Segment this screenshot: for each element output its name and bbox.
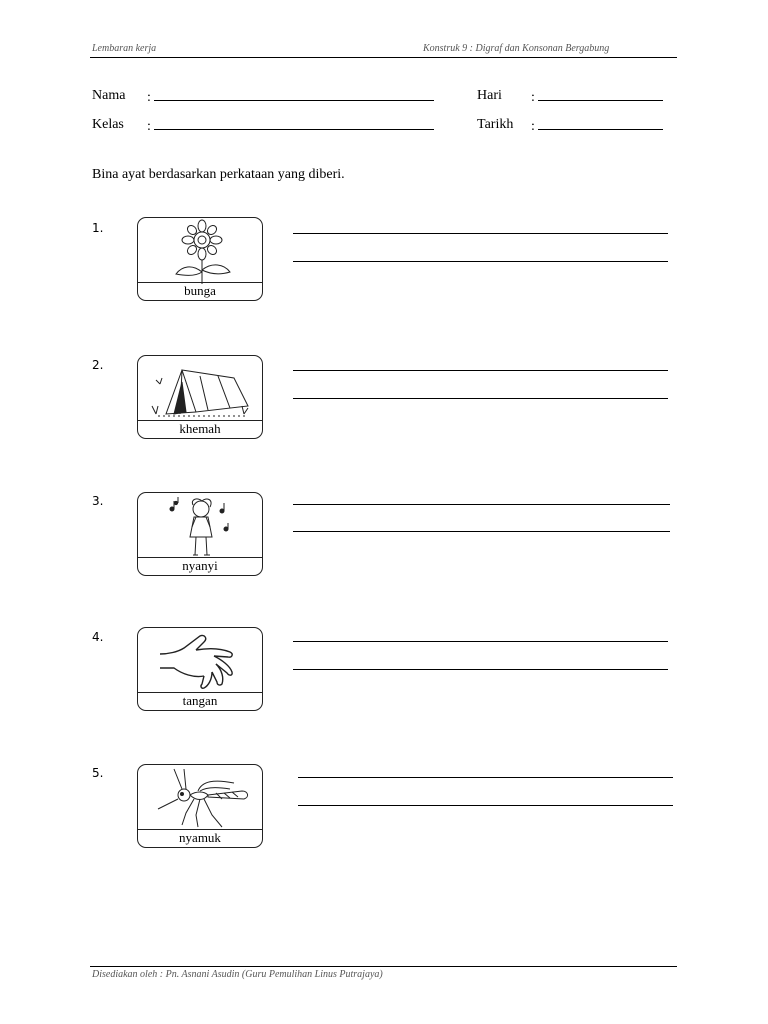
- nama-blank[interactable]: [154, 88, 434, 101]
- hari-blank[interactable]: [538, 88, 663, 101]
- answer-line[interactable]: [298, 777, 673, 778]
- hari-field[interactable]: :: [531, 88, 663, 106]
- answer-line[interactable]: [298, 805, 673, 806]
- item-word: tangan: [138, 692, 262, 710]
- word-card: [137, 355, 263, 439]
- header-rule: [90, 57, 677, 58]
- answer-line[interactable]: [293, 669, 668, 670]
- sunflower-icon: [138, 218, 262, 284]
- singing-girl-icon: [138, 493, 262, 559]
- kelas-field[interactable]: :: [147, 117, 434, 135]
- word-card: [137, 627, 263, 711]
- header-right: Konstruk 9 : Digraf dan Konsonan Bergabung: [423, 43, 610, 54]
- instruction: Bina ayat berdasarkan perkataan yang diberi.: [92, 167, 345, 182]
- answer-line[interactable]: [293, 398, 668, 399]
- item-number: 4.: [92, 630, 104, 644]
- answer-line[interactable]: [293, 531, 670, 532]
- mosquito-icon: [138, 765, 262, 831]
- hari-label: Hari: [477, 88, 502, 103]
- item-word: khemah: [138, 420, 262, 438]
- answer-line[interactable]: [293, 370, 668, 371]
- item-number: 2.: [92, 358, 104, 372]
- item-word: bunga: [138, 282, 262, 300]
- hand-icon: [138, 628, 262, 694]
- footer-credit: Disediakan oleh : Pn. Asnani Asudin (Guru Pemulihan Linus Putrajaya): [92, 969, 383, 980]
- tarikh-blank[interactable]: [538, 117, 663, 130]
- answer-line[interactable]: [293, 261, 668, 262]
- kelas-label: Kelas: [92, 117, 124, 132]
- word-card: [137, 217, 263, 301]
- answer-line[interactable]: [293, 504, 670, 505]
- word-card: [137, 764, 263, 848]
- nama-field[interactable]: :: [147, 88, 434, 106]
- item-number: 5.: [92, 766, 104, 780]
- word-card: [137, 492, 263, 576]
- item-number: 1.: [92, 221, 104, 235]
- tent-icon: [138, 356, 262, 422]
- kelas-blank[interactable]: [154, 117, 434, 130]
- answer-line[interactable]: [293, 233, 668, 234]
- item-word: nyamuk: [138, 829, 262, 847]
- answer-line[interactable]: [293, 641, 668, 642]
- footer-rule: [90, 966, 677, 967]
- item-number: 3.: [92, 494, 104, 508]
- header-left: Lembaran kerja: [92, 43, 157, 54]
- item-word: nyanyi: [138, 557, 262, 575]
- tarikh-field[interactable]: :: [531, 117, 663, 135]
- nama-label: Nama: [92, 88, 126, 103]
- tarikh-label: Tarikh: [477, 117, 514, 132]
